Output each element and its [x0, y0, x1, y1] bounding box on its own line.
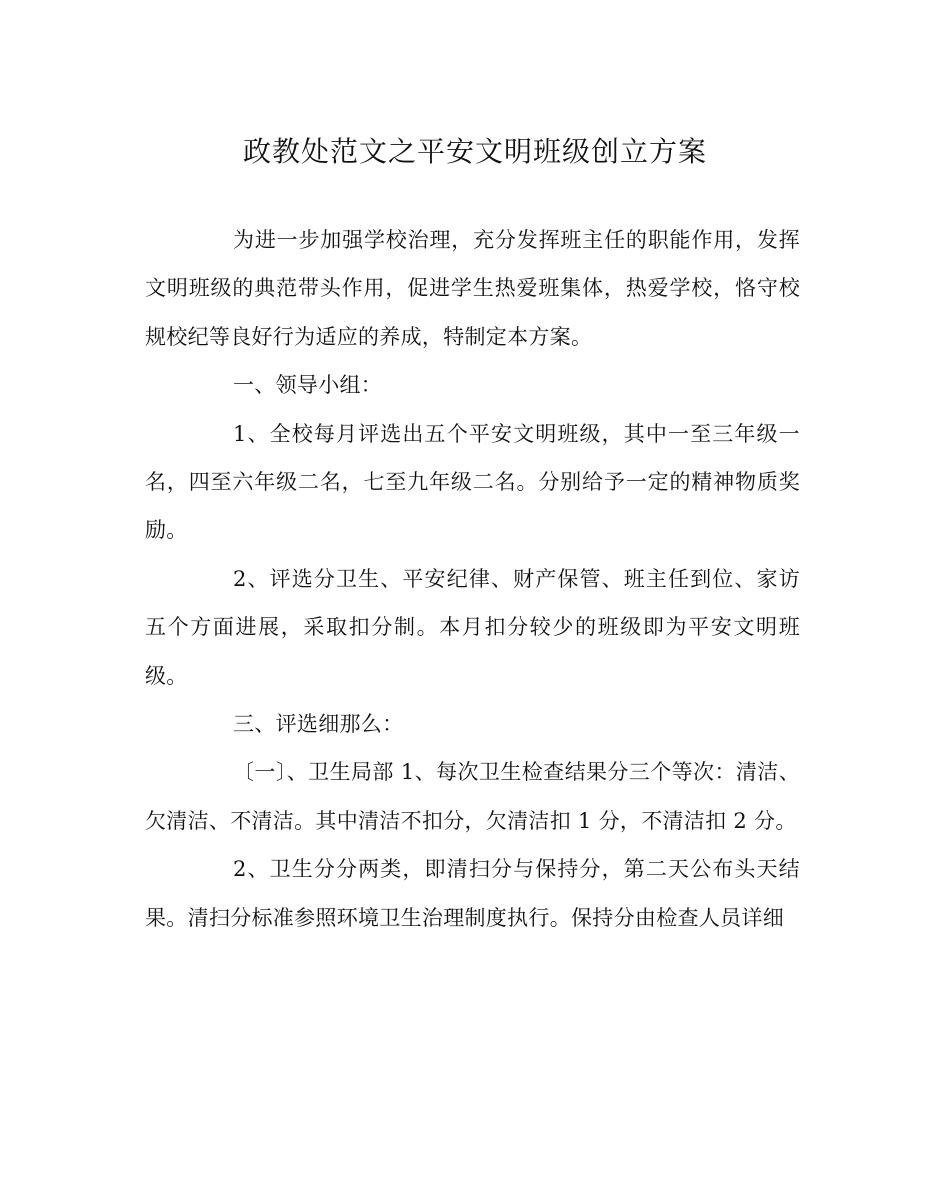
paragraph-item-2: 2、评选分卫生、平安纪律、财产保管、班主任到位、家访五个方面进展，采取扣分制。本月扣分较少的班级即为平安文明班级。: [145, 566, 800, 688]
paragraph-hygiene-1: 〔一〕、卫生局部 1、每次卫生检查结果分三个等次：清洁、欠清洁、不清洁。其中清洁不扣分，欠清洁扣 1 分，不清洁扣 2 分。: [145, 760, 800, 833]
document-body: [145, 216, 800, 942]
heading-evaluation-rules: 三、评选细那么：: [233, 712, 404, 737]
document-title: 政教处范文之平安文明班级创立方案: [242, 135, 707, 168]
paragraph-item-1: 1、全校每月评选出五个平安文明班级，其中一至三年级一名，四至六年级二名，七至九年级二名。分别给予一定的精神物质奖励。: [145, 421, 800, 543]
heading-leadership-group: 一、领导小组：: [233, 373, 383, 398]
paragraph-hygiene-2: 2、卫生分分两类，即清扫分与保持分，第二天公布头天结果。清扫分标准参照环境卫生治理制度执行。保持分由检查人员详细: [145, 857, 800, 930]
paragraph-intro: 为进一步加强学校治理，充分发挥班主任的职能作用，发挥文明班级的典范带头作用，促进学生热爱班集体，热爱学校，恪守校规校纪等良好行为适应的养成，特制定本方案。: [145, 228, 800, 349]
